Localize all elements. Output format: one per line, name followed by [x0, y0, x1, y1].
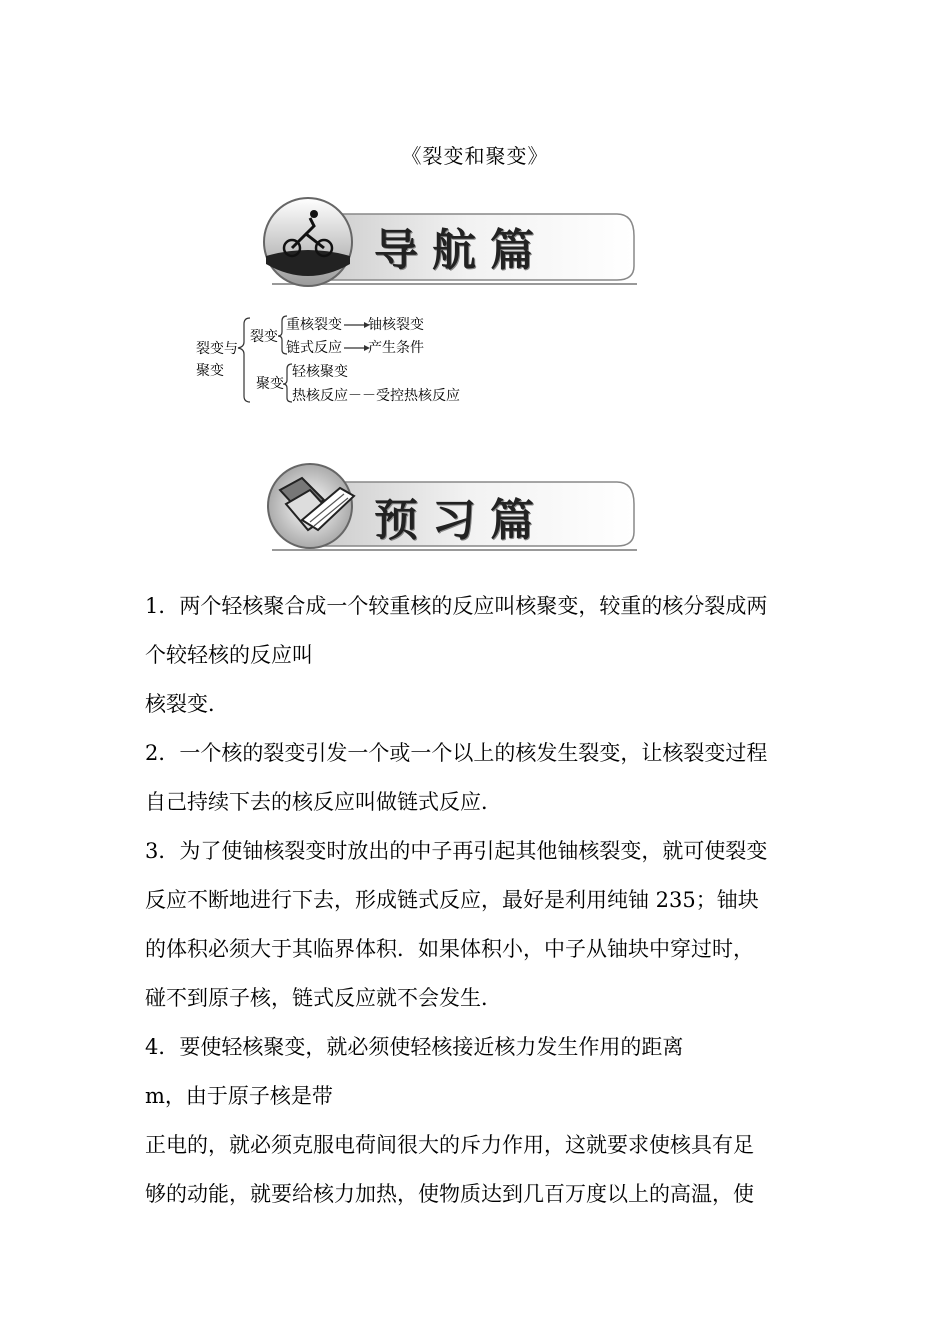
- text-line: 够的动能，就要给核力加热，使物质达到几百万度以上的高温，使: [145, 1182, 754, 1206]
- outline-root-line2: 聚变: [196, 363, 224, 379]
- books-icon: [268, 464, 354, 548]
- text-line: 碰不到原子核，链式反应就不会发生．: [145, 986, 502, 1010]
- outline-fission-row1-left: 重核裂变: [286, 317, 342, 333]
- text-line: 个较轻核的反应叫: [145, 643, 313, 667]
- guide-banner: [262, 196, 642, 291]
- outline-fusion-row2: 热核反应－－受控热核反应: [292, 388, 460, 404]
- outline-fission-row1-right: 铀核裂变: [368, 317, 424, 333]
- text-line: 的体积必须大于其临界体积．如果体积小，中子从铀块中穿过时，: [145, 937, 754, 961]
- outline-fission-row2-left: 链式反应: [286, 340, 342, 356]
- text-line: 3．为了使铀核裂变时放出的中子再引起其他铀核裂变，就可使裂变: [145, 839, 768, 863]
- outline-fission-label: 裂变: [250, 329, 278, 345]
- topic-outline: [192, 312, 492, 412]
- preview-banner-label: 预习篇: [374, 495, 548, 546]
- text-line: 核裂变．: [145, 692, 229, 716]
- text-line: 4．要使轻核聚变，就必须使轻核接近核力发生作用的距离: [145, 1035, 684, 1059]
- preview-banner: [262, 460, 642, 555]
- text-line: 正电的，就必须克服电荷间很大的斥力作用，这就要求使核具有足: [145, 1133, 754, 1157]
- text-line: m，由于原子核是带: [145, 1084, 333, 1108]
- text-line: 反应不断地进行下去，形成链式反应，最好是利用纯铀 235；铀块: [145, 888, 759, 912]
- outline-fission-row2-right: 产生条件: [368, 340, 424, 356]
- text-line: 1．两个轻核聚合成一个较重核的反应叫核聚变，较重的核分裂成两: [145, 594, 768, 618]
- document-title: 《裂变和聚变》: [401, 144, 549, 168]
- text-line: 2．一个核的裂变引发一个或一个以上的核发生裂变，让核裂变过程: [145, 741, 768, 765]
- cyclist-icon: [264, 198, 352, 286]
- outline-fusion-label: 聚变: [256, 376, 284, 392]
- preview-content: [145, 582, 825, 1219]
- outline-root-line1: 裂变与: [196, 341, 238, 357]
- guide-banner-label: 导航篇: [374, 225, 548, 276]
- text-line: 自己持续下去的核反应叫做链式反应．: [145, 790, 502, 814]
- outline-fusion-row1: 轻核聚变: [292, 364, 348, 380]
